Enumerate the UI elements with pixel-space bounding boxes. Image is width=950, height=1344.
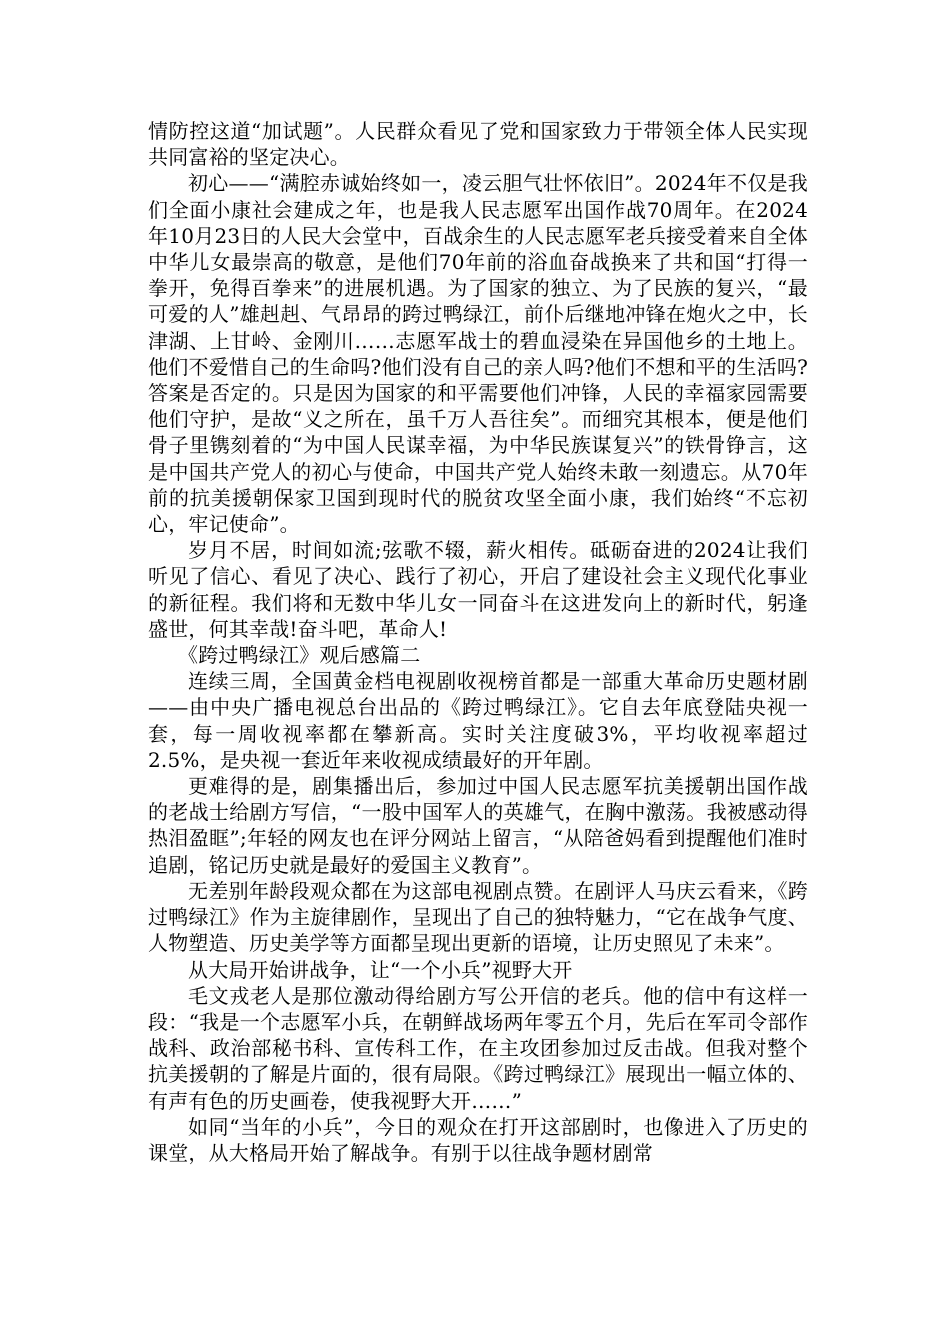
subheading-big-picture: 从大局开始讲战争，让“一个小兵”视野大开	[188, 957, 573, 982]
document-body	[148, 118, 808, 1166]
paragraph-continuation: 情防控这道“加试题”。人民群众看见了党和国家致力于带领全体人民实现共同富裕的坚定决心。	[148, 119, 808, 170]
paragraph-original-intention: 初心——“满腔赤诚始终如一，凌云胆气壮怀依旧”。2024年不仅是我们全面小康社会建成之年，也是我人民志愿军出国作战70周年。在2024年10月23日的人民大会堂中，百战余生的人民志愿军老兵接受着来自全体中华儿女最崇高的敬意，是他们70年前的浴血奋战换来了共和国“打得一拳开，免得百拳来”的进展机遇。为了国家的独立、为了民族的复兴，“最可爱的人”雄赳赳、气昂昂的跨过鸭绿江，前仆后继地冲锋在炮火之中，长津湖、上甘岭、金刚川……志愿军战士的碧血浸染在异国他乡的土地上。他们不爱惜自己的生命吗?他们没有自己的亲人吗?他们不想和平的生活吗?答案是否定的。只是因为国家的和平需要他们冲锋，人民的幸福家园需要他们守护，是故“义之所在，虽千万人吾往矣”。而细究其根本，便是他们骨子里镌刻着的“为中国人民谋幸福，为中华民族谋复兴”的铁骨铮言，这是中国共产党人的初心与使命，中国共产党人始终未敢一刻遗忘。从70年前的抗美援朝保家卫国到现时代的脱贫攻坚全面小康，我们始终“不忘初心，牢记使命”。	[148, 171, 808, 537]
paragraph-years-pass: 岁月不居，时间如流;弦歌不辍，薪火相传。砥砺奋进的2024让我们听见了信心、看见了决心、践行了初心，开启了建设社会主义现代化事业的新征程。我们将和无数中华儿女一同奋斗在这进发向上的新时代，躬逢盛世，何其幸哉!奋斗吧，革命人!	[148, 538, 808, 641]
section-heading: 《跨过鸭绿江》观后感篇二	[178, 643, 421, 668]
paragraph-veteran-quote: 毛文戎老人是那位激动得给剧方写公开信的老兵。他的信中有这样一段：“我是一个志愿军小兵，在朝鲜战场两年零五个月，先后在军司令部作战科、政治部秘书科、宣传科工作，在主攻团参加过反击战。但我对整个抗美援朝的了解是片面的，很有局限。《跨过鸭绿江》展现出一幅立体的、有声有色的历史画卷，使我视野大开……”	[148, 983, 808, 1113]
paragraph-veteran-letters: 更难得的是，剧集播出后，参加过中国人民志愿军抗美援朝出国作战的老战士给剧方写信，“一股中国军人的英雄气，在胸中激荡。我被感动得热泪盈眶”;年轻的网友也在评分网站上留言，“从陪爸妈看到提醒他们准时追剧，铭记历史就是最好的爱国主义教育”。	[148, 774, 808, 877]
paragraph-history-classroom: 如同“当年的小兵”，今日的观众在打开这部剧时，也像进入了历史的课堂，从大格局开始了解战争。有别于以往战争题材剧常	[148, 1114, 808, 1165]
paragraph-ratings: 连续三周，全国黄金档电视剧收视榜首都是一部重大革命历史题材剧——由中央广播电视总台出品的《跨过鸭绿江》。它自去年底登陆央视一套，每一周收视率都在攀新高。实时关注度破3%，平均收视率超过2.5%，是央视一套近年来收视成绩最好的开年剧。	[148, 669, 808, 772]
paragraph-audience-praise: 无差别年龄段观众都在为这部电视剧点赞。在剧评人马庆云看来，《跨过鸭绿江》作为主旋律剧作，呈现出了自己的独特魅力，“它在战争气度、人物塑造、历史美学等方面都呈现出更新的语境，让历史照见了未来”。	[148, 878, 808, 956]
